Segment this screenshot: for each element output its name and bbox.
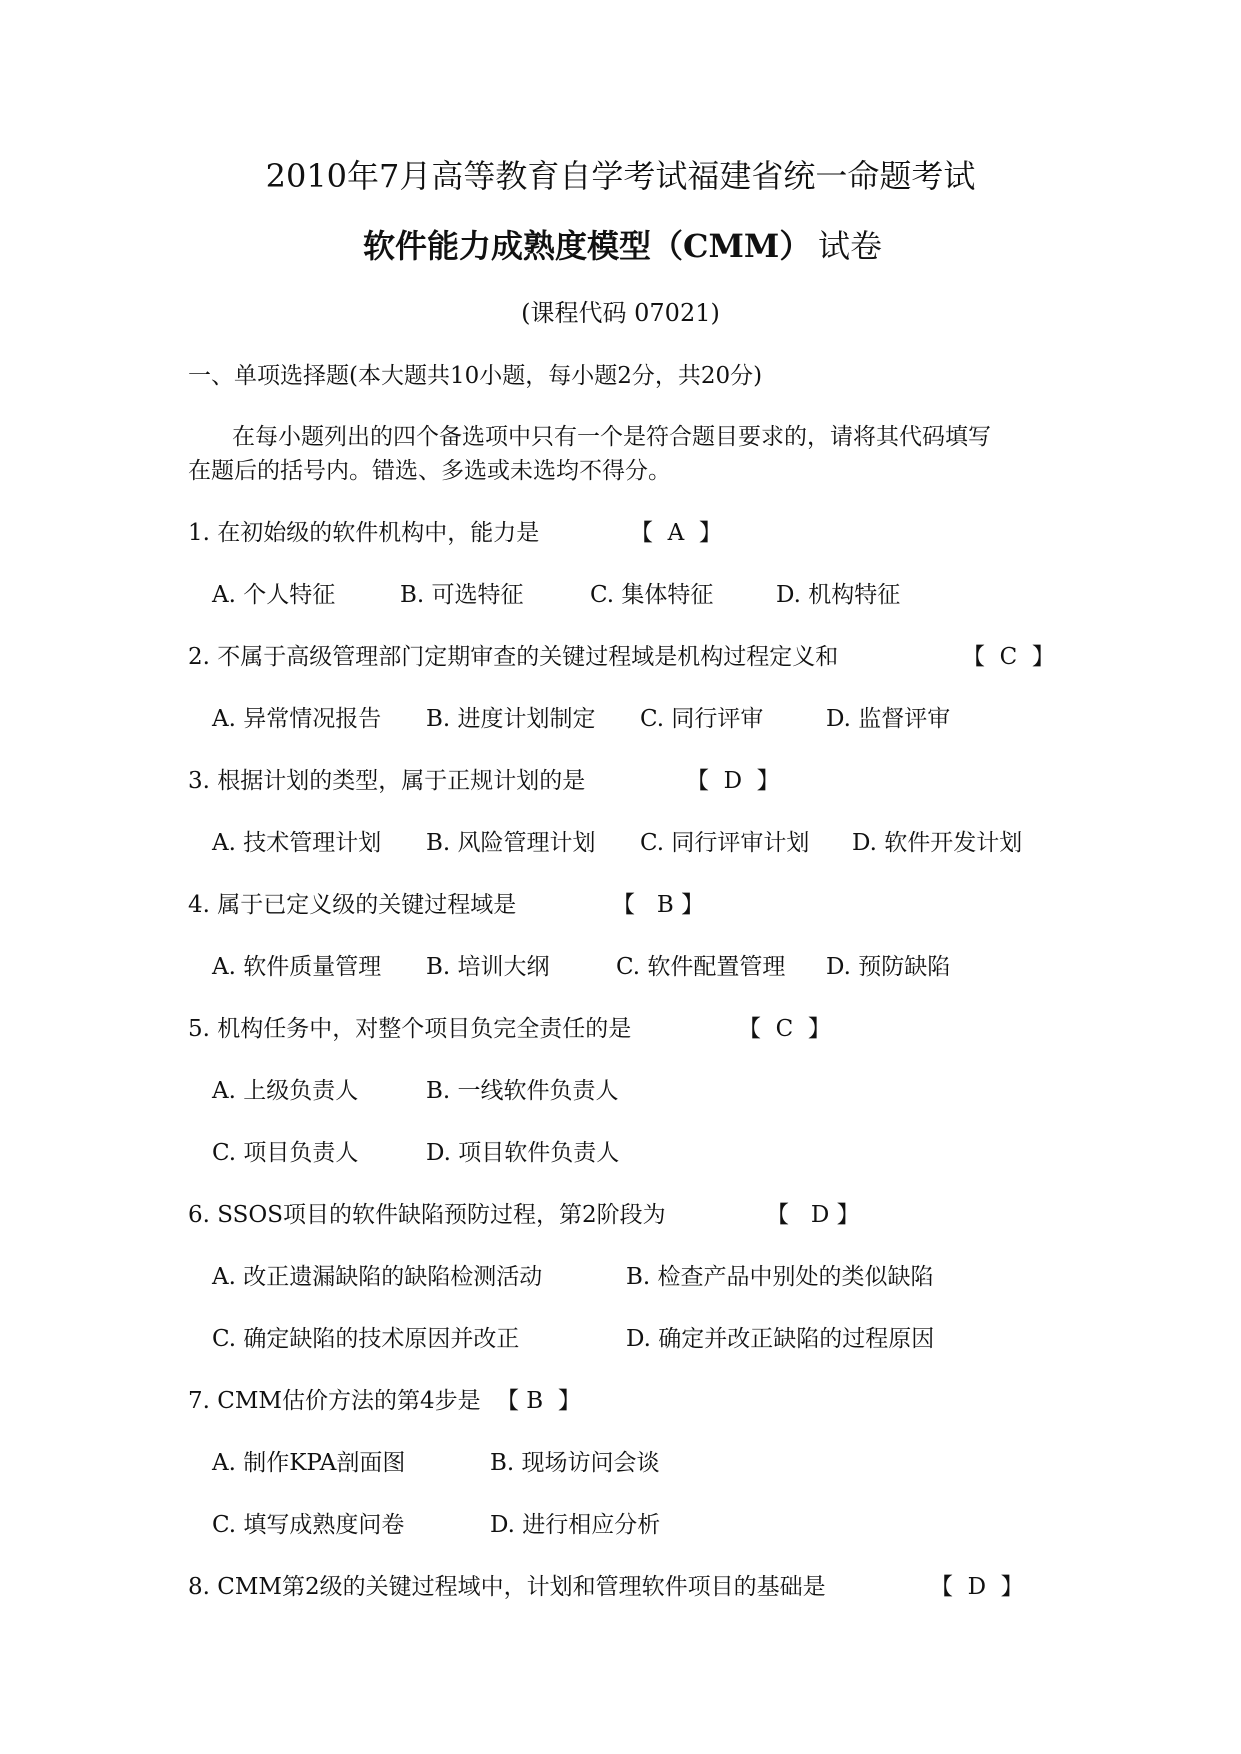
question-4-option-a: A. 软件质量管理 [212, 954, 382, 980]
question-1-option-a: A. 个人特征 [212, 582, 336, 608]
question-5-option-c: C. 项目负责人 [212, 1140, 359, 1166]
question-5-option-b: B. 一线软件负责人 [426, 1078, 619, 1104]
question-7-option-c: C. 填写成熟度问卷 [212, 1512, 405, 1538]
section-heading: 一、单项选择题(本大题共10小题，每小题2分，共20分) [188, 363, 763, 389]
question-2-option-d: D. 监督评审 [826, 706, 951, 732]
question-2-option-b: B. 进度计划制定 [426, 706, 596, 732]
question-6-option-d: D. 确定并改正缺陷的过程原因 [626, 1326, 935, 1352]
question-2-answer: 【 C 】 [962, 644, 1055, 670]
section-instruction-line2: 在题后的括号内。错选、多选或未选均不得分。 [188, 458, 671, 484]
question-3-answer: 【 D 】 [686, 768, 780, 794]
question-2-stem: 2. 不属于高级管理部门定期审查的关键过程域是机构过程定义和 [188, 644, 839, 670]
exam-subtitle-suffix: 试卷 [818, 227, 883, 265]
question-7-option-b: B. 现场访问会谈 [490, 1450, 660, 1476]
question-3-stem: 3. 根据计划的类型，属于正规计划的是 [188, 768, 586, 794]
question-4-answer: 【 B 】 [612, 892, 705, 918]
question-7-answer: 【 B 】 [496, 1388, 581, 1414]
section-instruction-line1: 在每小题列出的四个备选项中只有一个是符合题目要求的，请将其代码填写 [232, 424, 991, 450]
question-7-stem: 7. CMM估价方法的第4步是 [188, 1388, 481, 1414]
exam-subtitle: 软件能力成熟度模型（CMM） [363, 227, 812, 265]
question-5-option-d: D. 项目软件负责人 [426, 1140, 620, 1166]
question-6-option-a: A. 改正遗漏缺陷的缺陷检测活动 [212, 1264, 543, 1290]
question-1-option-c: C. 集体特征 [590, 582, 714, 608]
question-6-option-b: B. 检查产品中别处的类似缺陷 [626, 1264, 934, 1290]
question-3-option-c: C. 同行评审计划 [640, 830, 810, 856]
question-8-stem: 8. CMM第2级的关键过程域中，计划和管理软件项目的基础是 [188, 1574, 826, 1600]
question-2-option-c: C. 同行评审 [640, 706, 764, 732]
question-4-option-d: D. 预防缺陷 [826, 954, 951, 980]
question-3-option-a: A. 技术管理计划 [212, 830, 382, 856]
course-code: (课程代码 07021) [521, 299, 720, 327]
question-6-answer: 【 D 】 [766, 1202, 860, 1228]
question-6-stem: 6. SSOS项目的软件缺陷预防过程，第2阶段为 [188, 1202, 666, 1228]
question-7-option-a: A. 制作KPA剖面图 [212, 1450, 406, 1476]
question-6-option-c: C. 确定缺陷的技术原因并改正 [212, 1326, 520, 1352]
question-1-option-b: B. 可选特征 [400, 582, 524, 608]
question-7-option-d: D. 进行相应分析 [490, 1512, 661, 1538]
question-5-stem: 5. 机构任务中，对整个项目负完全责任的是 [188, 1016, 632, 1042]
question-4-option-c: C. 软件配置管理 [616, 954, 786, 980]
question-4-stem: 4. 属于已定义级的关键过程域是 [188, 892, 517, 918]
question-2-option-a: A. 异常情况报告 [212, 706, 382, 732]
question-4-option-b: B. 培训大纲 [426, 954, 550, 980]
question-5-option-a: A. 上级负责人 [212, 1078, 359, 1104]
exam-title: 2010年7月高等教育自学考试福建省统一命题考试 [265, 157, 976, 195]
question-5-answer: 【 C 】 [738, 1016, 831, 1042]
question-3-option-b: B. 风险管理计划 [426, 830, 596, 856]
question-3-option-d: D. 软件开发计划 [852, 830, 1023, 856]
question-1-option-d: D. 机构特征 [776, 582, 901, 608]
question-1-answer: 【 A 】 [630, 520, 722, 546]
question-8-answer: 【 D 】 [930, 1574, 1024, 1600]
question-1-stem: 1. 在初始级的软件机构中，能力是 [188, 520, 540, 546]
